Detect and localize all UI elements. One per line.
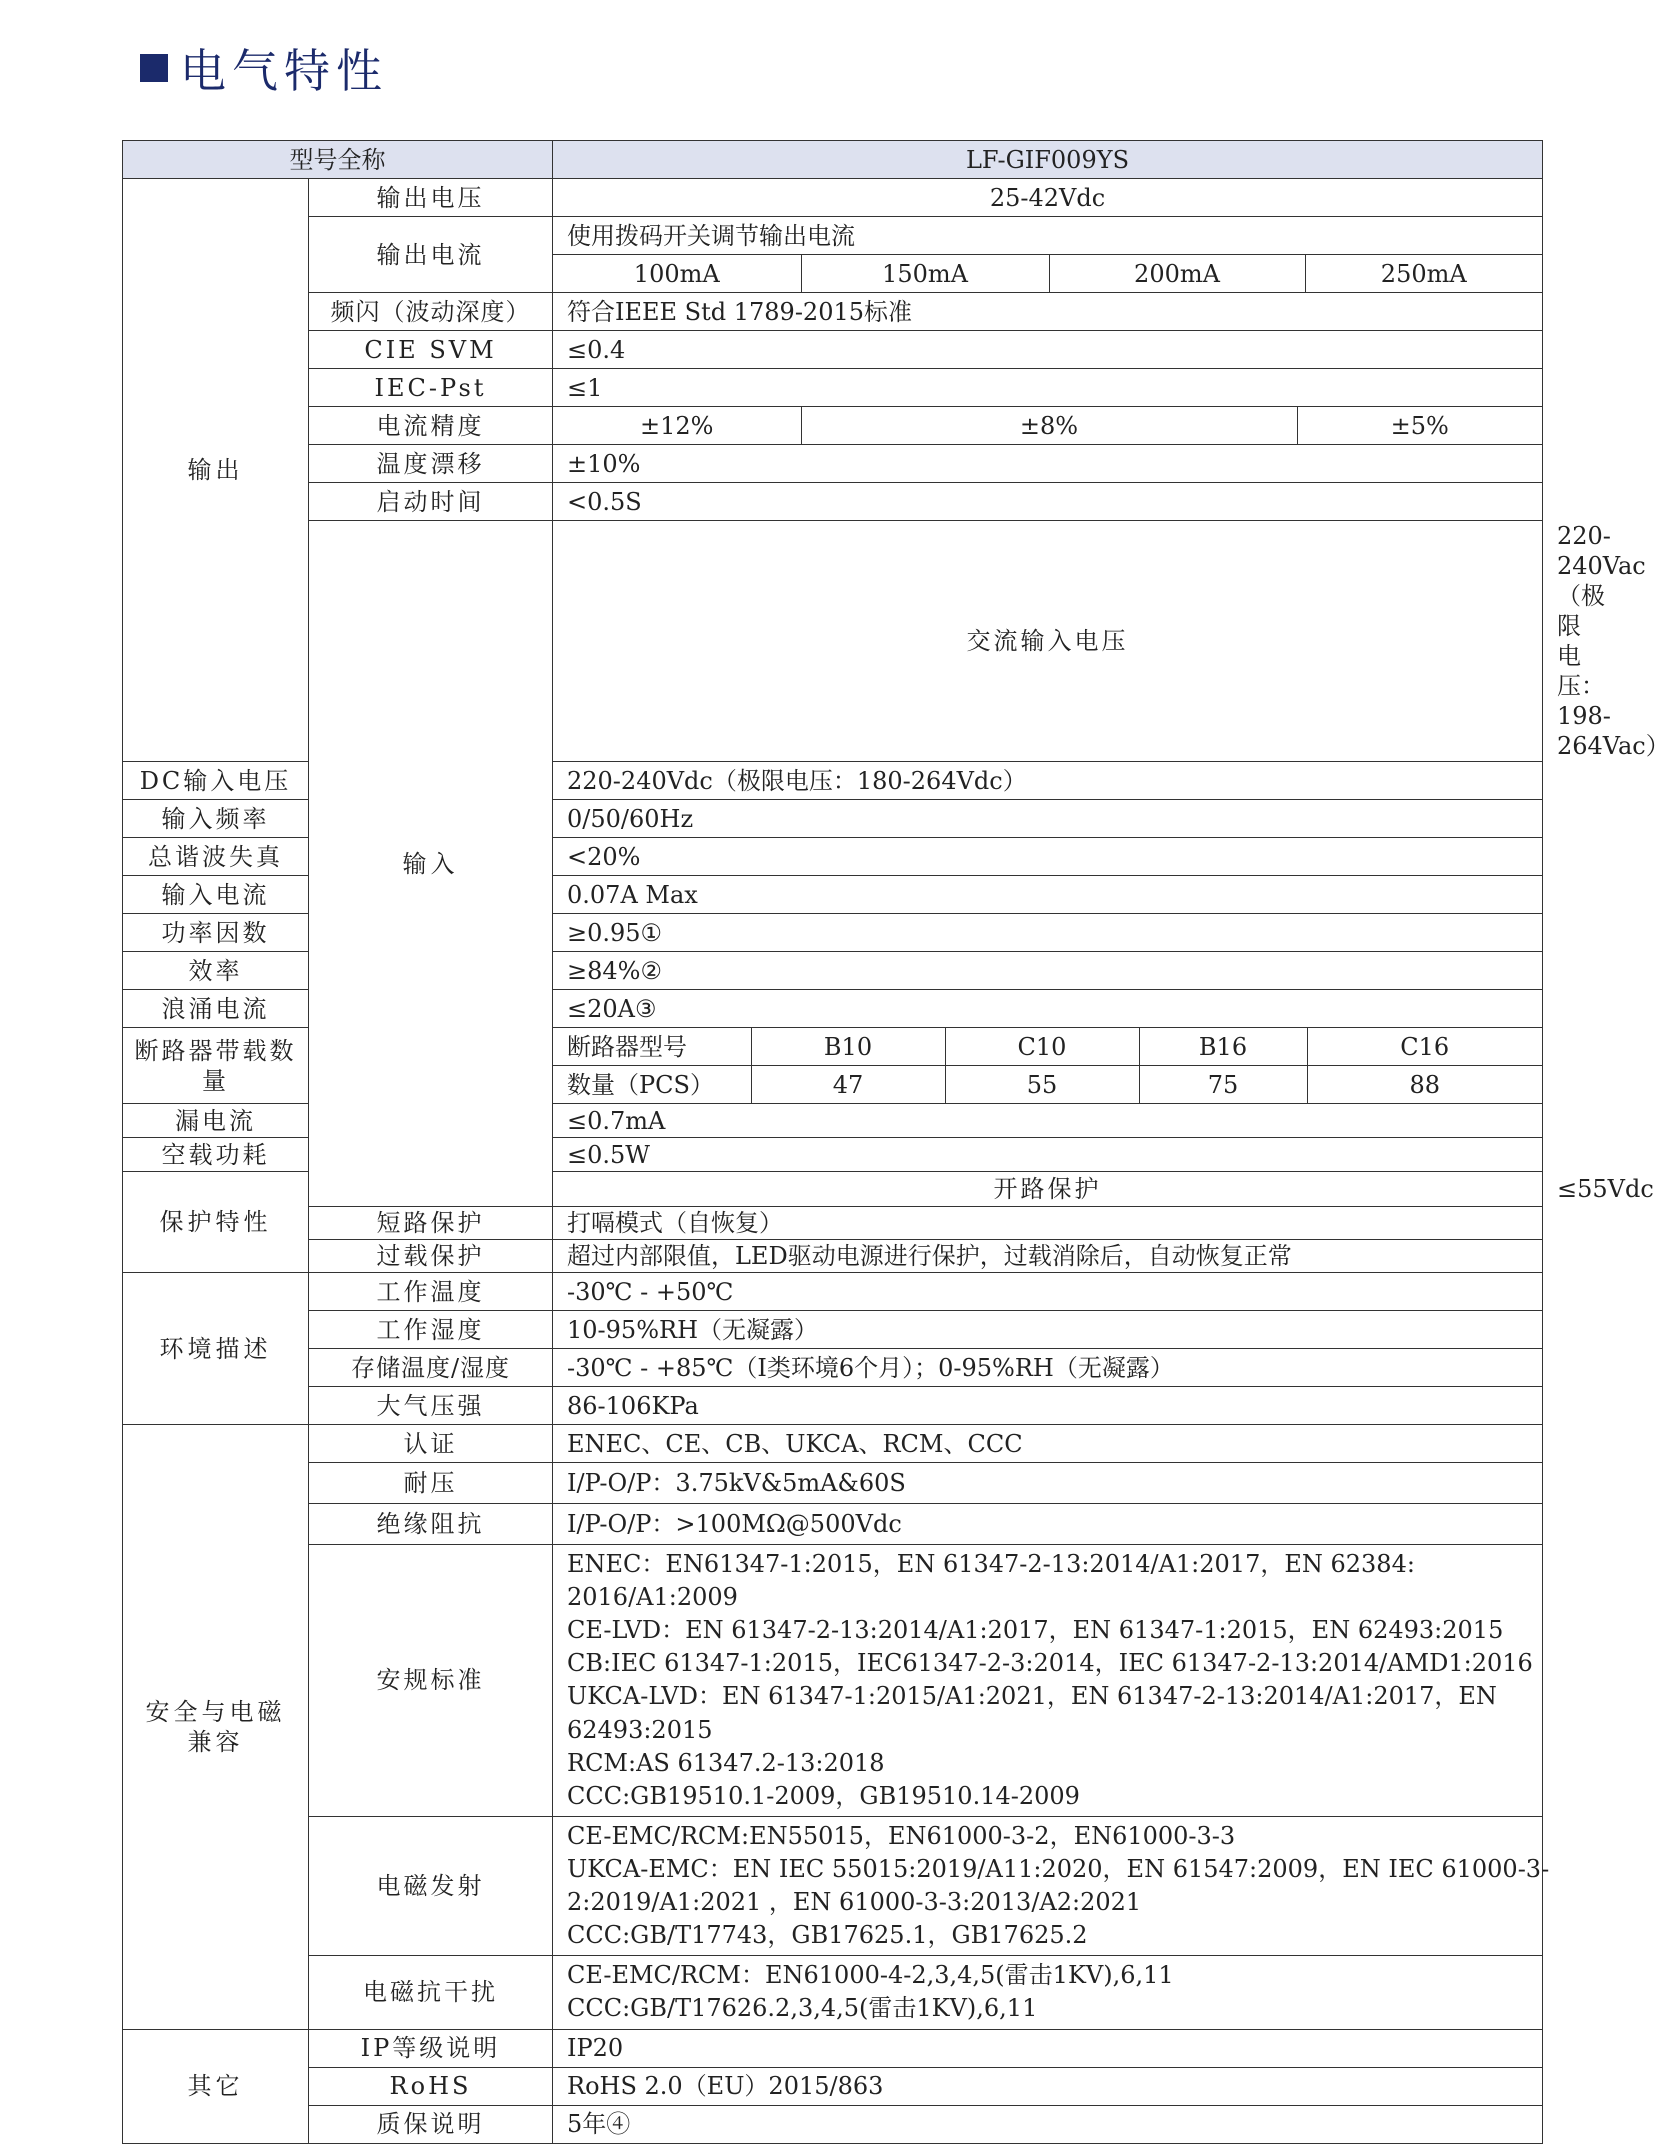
row-label: 效率 [123, 952, 309, 990]
row-label: 存储温度/湿度 [309, 1349, 553, 1387]
row-value: 10-95%RH（无凝露） [553, 1311, 1543, 1349]
square-bullet-icon [140, 54, 168, 82]
row-label: 漏电流 [123, 1104, 309, 1138]
row-value: ≤0.5W [553, 1138, 1543, 1172]
table-row [123, 1240, 1543, 1273]
accuracy-value: ±12% [553, 407, 801, 444]
row-value: ≤0.7mA [553, 1104, 1543, 1138]
row-label: 耐压 [309, 1463, 553, 1504]
current-option: 100mA [553, 255, 801, 292]
row-label: 短路保护 [309, 1207, 553, 1240]
breaker-qty-label: 数量（PCS） [553, 1066, 751, 1104]
table-row [123, 1349, 1543, 1387]
standard-line: 2016/A1:2009 [567, 1583, 738, 1612]
table-row [123, 179, 1543, 217]
standard-line: ENEC：EN61347-1:2015，EN 61347-2-13:2014/A1:2017，EN 62384: [567, 1550, 1415, 1578]
row-value: 25-42Vdc [553, 179, 1543, 217]
breaker-qty: 55 [945, 1066, 1139, 1104]
row-label: 电磁抗干扰 [309, 1956, 553, 2029]
table-row [123, 331, 1543, 369]
row-value: 符合IEEE Std 1789-2015标准 [553, 293, 1543, 331]
row-label: 开路保护 [553, 1172, 1543, 1207]
row-label: 总谐波失真 [123, 838, 309, 876]
immunity-list [553, 1956, 1543, 2029]
row-label: 工作温度 [309, 1273, 553, 1311]
table-row [123, 1463, 1543, 1504]
spec-table [122, 140, 1670, 2144]
model-label: 型号全称 [123, 141, 553, 179]
row-value: 0.07A Max [553, 876, 1543, 914]
group-input: 输入 [309, 521, 553, 1207]
row-label: 安规标准 [309, 1545, 553, 1817]
row-value: ≤20A③ [553, 990, 1543, 1028]
group-output: 输出 [123, 179, 309, 762]
breaker-type: B16 [1139, 1028, 1307, 1066]
current-option: 150mA [801, 255, 1049, 292]
emission-line: UKCA-EMC：EN IEC 55015:2019/A11:2020，EN 61547:2009，EN IEC 61000-3- [567, 1854, 1550, 1883]
row-value: 220-240Vdc（极限电压：180-264Vdc） [553, 762, 1543, 800]
standard-line: RCM:AS 61347.2-13:2018 [567, 1748, 885, 1777]
row-value: -30℃ - +85℃（Ⅰ类环境6个月）；0-95%RH（无凝露） [553, 1349, 1543, 1387]
row-value: 超过内部限值，LED驱动电源进行保护，过载消除后，自动恢复正常 [553, 1240, 1543, 1273]
row-value: <20% [553, 838, 1543, 876]
emission-line: 2:2019/A1:2021 ，EN 61000-3-3:2013/A2:2021 [567, 1888, 1142, 1917]
breaker-qty: 75 [1139, 1066, 1307, 1104]
table-row [123, 217, 1543, 255]
row-label: 温度漂移 [309, 445, 553, 483]
standards-list [553, 1545, 1543, 1817]
breaker-qty: 47 [751, 1066, 945, 1104]
standard-line: CE-LVD：EN 61347-2-13:2014/A1:2017，EN 61347-1:2015，EN 62493:2015 [567, 1616, 1504, 1645]
row-label: 输出电压 [309, 179, 553, 217]
standard-line: UKCA-LVD：EN 61347-1:2015/A1:2021，EN 61347-2-13:2014/A1:2017，EN [567, 1682, 1497, 1711]
current-option: 200mA [1049, 255, 1305, 292]
row-value: ≤0.4 [553, 331, 1543, 369]
table-row [123, 1956, 1543, 2029]
emission-line: CE-EMC/RCM:EN55015，EN61000-3-2，EN61000-3-3 [567, 1821, 1236, 1850]
breaker-type: C16 [1307, 1028, 1542, 1066]
group-safety [123, 1425, 309, 2030]
table-row [123, 1545, 1543, 1817]
group-protection: 保护特性 [123, 1172, 309, 1273]
group-environment: 环境描述 [123, 1273, 309, 1425]
row-label: 认证 [309, 1425, 553, 1463]
row-value: 86-106KPa [553, 1387, 1543, 1425]
standard-line: CB:IEC 61347-1:2015，IEC61347-2-3:2014，IEC 61347-2-13:2014/AMD1:2016 [567, 1649, 1533, 1678]
row-value: I/P-O/P：3.75kV&5mA&60S [553, 1463, 1543, 1504]
table-row [123, 293, 1543, 331]
row-label: CIE SVM [309, 331, 553, 369]
table-row [123, 1425, 1543, 1463]
breaker-type: C10 [945, 1028, 1139, 1066]
row-value: -30℃ - +50℃ [553, 1273, 1543, 1311]
accuracy-cell [553, 407, 1543, 445]
emission-line: CCC:GB/T17743，GB17625.1，GB17625.2 [567, 1921, 1088, 1950]
row-label: IP等级说明 [309, 2029, 553, 2067]
section-title-text: 电气特性 [180, 44, 388, 98]
table-row [123, 1311, 1543, 1349]
table-row [123, 2105, 1543, 2143]
row-value: ≥84%② [553, 952, 1543, 990]
table-row [123, 2029, 1543, 2067]
row-label: 工作湿度 [309, 1311, 553, 1349]
current-options-cell [553, 255, 1543, 293]
row-label: 电磁发射 [309, 1816, 553, 1955]
accuracy-value: ±8% [801, 407, 1297, 444]
row-label: 功率因数 [123, 914, 309, 952]
row-value: ±10% [553, 445, 1543, 483]
immunity-line: CE-EMC/RCM：EN61000-4-2,3,4,5(雷击1KV),6,11 [567, 1961, 1174, 1990]
current-option: 250mA [1380, 259, 1467, 288]
table-row [123, 1207, 1543, 1240]
row-value: ENEC、CE、CB、UKCA、RCM、CCC [553, 1425, 1543, 1463]
table-row [123, 1504, 1543, 1545]
row-label: 频闪（波动深度） [309, 293, 553, 331]
row-label: 质保说明 [309, 2105, 553, 2143]
table-row: 输入 交流输入电压 220-240Vac（极限电压：198-264Vac） [123, 521, 1543, 762]
group-other: 其它 [123, 2029, 309, 2143]
row-label: 启动时间 [309, 483, 553, 521]
breaker-table [553, 1028, 1542, 1103]
row-label: 大气压强 [309, 1387, 553, 1425]
row-label: IEC-Pst [309, 369, 553, 407]
emission-list [553, 1816, 1550, 1955]
row-label: 过载保护 [309, 1240, 553, 1273]
row-value: 打嗝模式（自恢复） [553, 1207, 1543, 1240]
table-row [123, 2067, 1543, 2105]
breaker-type: B10 [751, 1028, 945, 1066]
table-header-row [123, 141, 1543, 179]
breaker-cell [553, 1028, 1543, 1104]
row-label: 浪涌电流 [123, 990, 309, 1028]
section-title [140, 38, 388, 98]
row-label: 电流精度 [309, 407, 553, 445]
row-label: 断路器带载数量 [123, 1028, 309, 1104]
row-value: 5年④ [553, 2105, 1543, 2143]
table-row [123, 445, 1543, 483]
table-row [123, 483, 1543, 521]
row-label: DC输入电压 [123, 762, 309, 800]
model-value: LF-GIF009YS [553, 141, 1543, 179]
row-label: RoHS [309, 2067, 553, 2105]
row-label: 输入电流 [123, 876, 309, 914]
row-label: 绝缘阻抗 [309, 1504, 553, 1545]
table-row: 保护特性 开路保护 ≤55Vdc [123, 1172, 1543, 1207]
table-row [123, 1273, 1543, 1311]
group-safety-line2: 兼容 [187, 1727, 244, 1756]
row-value: <0.5S [553, 483, 1543, 521]
table-row [123, 407, 1543, 445]
row-value: RoHS 2.0（EU）2015/863 [553, 2067, 1543, 2105]
row-value: I/P-O/P：>100MΩ@500Vdc [553, 1504, 1543, 1545]
group-safety-line1: 安全与电磁 [145, 1697, 286, 1726]
immunity-line: CCC:GB/T17626.2,3,4,5(雷击1KV),6,11 [567, 1994, 1038, 2023]
row-value: IP20 [553, 2029, 1543, 2067]
standard-line: 62493:2015 [567, 1715, 713, 1744]
table-row [123, 369, 1543, 407]
accuracy-value: ±5% [1390, 411, 1449, 440]
row-value: ≤1 [553, 369, 1543, 407]
current-options-table [553, 255, 1542, 292]
table-row [123, 1387, 1543, 1425]
row-value: 0/50/60Hz [553, 800, 1543, 838]
breaker-type-label: 断路器型号 [553, 1028, 751, 1066]
row-label: 输出电流 [309, 217, 553, 293]
standard-line: CCC:GB19510.1-2009，GB19510.14-2009 [567, 1781, 1080, 1810]
row-label: 空载功耗 [123, 1138, 309, 1172]
row-label: 交流输入电压 [553, 521, 1543, 762]
table-row [123, 1816, 1543, 1955]
row-label: 输入频率 [123, 800, 309, 838]
row-value: 使用拨码开关调节输出电流 [553, 217, 1543, 255]
row-value: ≥0.95① [553, 914, 1543, 952]
breaker-qty: 88 [1409, 1070, 1441, 1099]
accuracy-table [553, 407, 1542, 444]
